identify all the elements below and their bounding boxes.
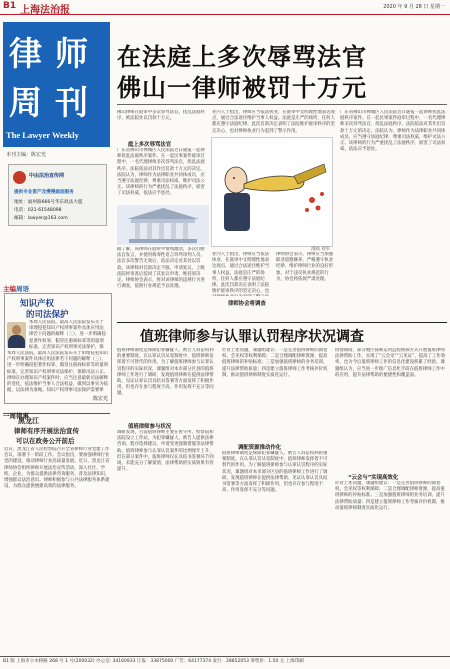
- bottom-story-subhead-3: “云会与”实现高效化: [348, 475, 399, 481]
- column-char-3: 周: [9, 83, 42, 122]
- bottom-story-subhead-1: 值班律师参与状况: [128, 424, 172, 430]
- ad-email: 邮箱：lawyer@163.com: [14, 216, 68, 221]
- top-story-body-mid: 业内人士指出，律师应当依法执业，在庭审中文明理性地表达观点，通过合法途径维护当事人权益。法庭是庄严的场所，任何人都应遵守法庭纪律。此次罚款决定表明了法院维护庭审秩序的坚定决心，也对律师执业行为起到了警示作用。: [212, 110, 335, 134]
- bottom-story-body-3b: 值班律师制度是保障犯罪嫌疑人、被告人诉讼权利的重要制度。在认罪认罚从宽制度中，值班律师发挥着不可替代的作用。为了解值班律师参与认罪认罚程序的实际状况，课题组对本市部分区县的值班律师工作进行了调研，发现值班律师在提供法律帮助、见证认罪认罚具结书签署等方面发挥了积极作用，但也存在参与程度不高、作用发挥不充分等问题。: [222, 451, 328, 494]
- top-story-body-right: 广东省佛山市禅城区人民法院近日通报一起律师扰乱法庭秩序案件。在一起民事案件庭审过程中，一名代理律师多次辱骂法官，扰乱法庭秩序。法院依法对其作出罚款十万元的决定。法院认为，律师作为法律职业共同体成员，应当遵守法庭纪律，尊重司法权威，维护司法公正。该律师的行为严重扰乱了法庭秩序，损害了司法权威，依法应予惩处。: [340, 110, 446, 153]
- column-title-line2: 的司法保护: [26, 310, 69, 320]
- footer-info: B1 版 上海市小木桥路 268 号 1 号(200032) 办公室: 34160933 订报：33875000 广告：64177374 发行：28852053 零售价：1.50 元 上海印刷: [3, 659, 304, 664]
- briefs-body: 近日，黑龙江省人民检察院召开全省律师行业党建工作会议，部署下一阶段工作。会议指出，要加强律师行业党的建设，推动律师行业高质量发展。近日，黑龙江省律师协会组织律师开展法治宣传活动，深入社区、学校、企业，为群众提供法律咨询服务，普及法律知识，增强群众法治意识。律师积极参与公共法律服务体系建设，为群众提供便捷高效的法律服务。: [4, 447, 110, 490]
- ad-address: 地址：福州路666号华东政法大厦: [14, 200, 83, 205]
- top-story-body-3: 业内人士指出，律师应当依法执业，在庭审中文明理性地表达观点，通过合法途径维护当事人权益。法庭是庄严的场所，任何人都应遵守法庭纪律。此次罚款决定表明了法院维护庭审秩序的坚定决心，也: [212, 252, 270, 295]
- top-story-headline-line1: 在法庭上多次辱骂法官: [117, 42, 367, 71]
- top-story-subhead: 庭上多次辱骂法官: [128, 142, 172, 148]
- top-story-body-1: 广东省佛山市禅城区人民法院近日通报一起律师扰乱法庭秩序案件。在一起民事案件庭审过程中，一名代理律师多次辱骂法官，扰乱法庭秩序。法院依法对其作出罚款十万元的决定。法院认为，律师作为法律职业共同体成员，应当遵守法庭纪律，尊重司法权威，维护司法公正。该律师的行为严重扰乱了法庭秩序，损害了司法权威，依法应予惩处。: [117, 148, 205, 197]
- column-body-top: 本周人民法院，最高人民法院发布关于审理侵犯知识产权刑事案件具体应用法律若干问题的解释（三），进一步明确侵犯著作权罪、假冒注册商标罪等的量刑标准，完善知识产权刑事司法保护，保: [29, 320, 106, 350]
- section-label: 主编周语: [3, 285, 29, 293]
- column-brand-box: [3, 22, 110, 147]
- column-char-2: 师: [55, 34, 88, 73]
- bottom-story-subhead-2: 调配资源推动作化: [238, 445, 282, 451]
- top-story-lead: 佛山律师在庭审中多次辱骂法官，扰乱法庭秩序，被法院处以罚款十万元。: [117, 110, 205, 122]
- brief-title-1: 黑龙江: [18, 417, 39, 425]
- briefs-section-header: 一周律事: [3, 403, 110, 414]
- bottom-story-body-2: 调研发现，目前值班律师主要在看守所、检察院和法院设立工作站，为犯罪嫌疑人、被告人提供法律咨询、程序选择建议、申请变更强制措施等法律帮助。值班律师参与认罪认罚案件的比例逐年上升，但在部分案件中，值班律师仅在具结书签署环节到场，未能充分了解案情，法律帮助的实质效果有待提升。: [117, 430, 214, 473]
- editor-credit: 本刊主编：陈宏光: [6, 152, 47, 158]
- newspaper-title: 上海法治报: [20, 5, 70, 16]
- issue-date: 2020 年 9 月 28 日 星期一: [383, 4, 445, 10]
- org-logo-icon: [13, 171, 26, 184]
- ad-org-name: 中由法治宣传网: [29, 173, 65, 179]
- column-char-1: 律: [9, 34, 42, 73]
- column-english-title: The Lawyer Weekly: [6, 130, 79, 140]
- bottom-story-body-5: 针对上述问题，课题组建议：一是完善值班律师的阅卷权、会见权等权利保障；二是合理调配律师资源，提高值班律师的补贴标准；三是加强值班律师的业务培训，提升法律帮助质量；四是建立值班律师工作考核评价机制，推动值班律师制度实质化运行。: [335, 481, 445, 511]
- top-story-headline-line2: 佛山一律师被罚十万元: [117, 73, 367, 102]
- bottom-story-body-4: 疫情期间，部分地区探索运用远程视频方式开展值班律师法律帮助工作，实现了“云会见”“云见证”，提高了工作效率，也为今后值班律师工作的信息化建设积累了经验。课题组认为，应当进一步推广信息化手段在值班律师工作中的应用，提升法律帮助的便捷性和覆盖面。: [335, 348, 446, 378]
- section-divider: [117, 322, 447, 323]
- edition-number: B1: [3, 1, 17, 11]
- author-portrait: [7, 322, 26, 348]
- top-story-body-4: 律师协会表示，律师应当加强职业道德修养，严格遵守执业纪律，维护律师行业的良好形象。对于违反执业规范的行为，协会将依规严肃处理。: [276, 252, 334, 282]
- illustration-caption: 漫画 刘军: [311, 247, 330, 252]
- ad-phone: 电话：021-61548098: [14, 208, 62, 213]
- bottom-story-body-1: 值班律师制度是保障犯罪嫌疑人、被告人诉讼权利的重要制度。在认罪认罚从宽制度中，值班律师发挥着不可替代的作用。为了解值班律师参与认罪认罚程序的实际状况，课题组对本市部分区县的值班律师工作进行了调研，发现值班律师在提供法律帮助、见证认罪认罚具结书签署等方面发挥了积极作用，但也存在参与程度不高、作用发挥不充分等问题。: [117, 348, 214, 397]
- headline-divider: [117, 104, 447, 105]
- column-char-4: 刊: [55, 83, 88, 122]
- courthouse-illustration: [117, 205, 209, 245]
- ad-slogan: 提供专业资产及慢慢画面服务: [14, 190, 74, 195]
- top-story-subhead-2: 律师协会将调查: [228, 301, 266, 307]
- bottom-story-body-3: 针对上述问题，课题组建议：一是完善值班律师的阅卷权、会见权等权利保障；二是合理调配律师资源，提高值班律师的补贴标准；三是加强值班律师的业务培训，提升法律帮助质量；四是建立值班律师工作考核评价机制，推动值班律师制度实质化运行。: [222, 348, 328, 378]
- column-body: 本周人民法院，最高人民法院发布关于审理侵犯知识产权刑事案件具体应用法律若干问题的解释（三），进一步明确侵犯著作权罪、假冒注册商标罪等的量刑标准，完善知识产权刑事司法保护，保障司法公正。律师在办理知识产权案件时，应当注意最新司法解释的变化，依法维护当事人合法权益，做到以事实为依据，以法律为准绳。知识产权刑事司法保护需要律: [7, 351, 108, 393]
- advertisement-box: [8, 164, 107, 226]
- column-author: 陈宏光: [92, 396, 108, 402]
- top-story-body-2: 据了解，该律师在庭审中情绪激动，多次打断法官发言，并使用侮辱性语言辱骂审判人员。法官多次警告无效后，依法决定对其处以罚款。该律师对罚款决定不服，申请复议，上级法院经审查后驳回了其复议申请，维持原决定。律师协会表示，将对该律师的违规行为进行调查，依照行业规范予以处理。: [117, 247, 205, 290]
- brief-title-2: 律师有序开展法治宣传: [14, 427, 79, 435]
- column-title-line1: 知识产权: [20, 299, 55, 309]
- bottom-story-headline: 值班律师参与认罪认罚程序状况调查: [140, 329, 364, 345]
- cartoon-illustration: [211, 137, 333, 247]
- brief-title-3: 可以在政务公开前后: [16, 437, 75, 445]
